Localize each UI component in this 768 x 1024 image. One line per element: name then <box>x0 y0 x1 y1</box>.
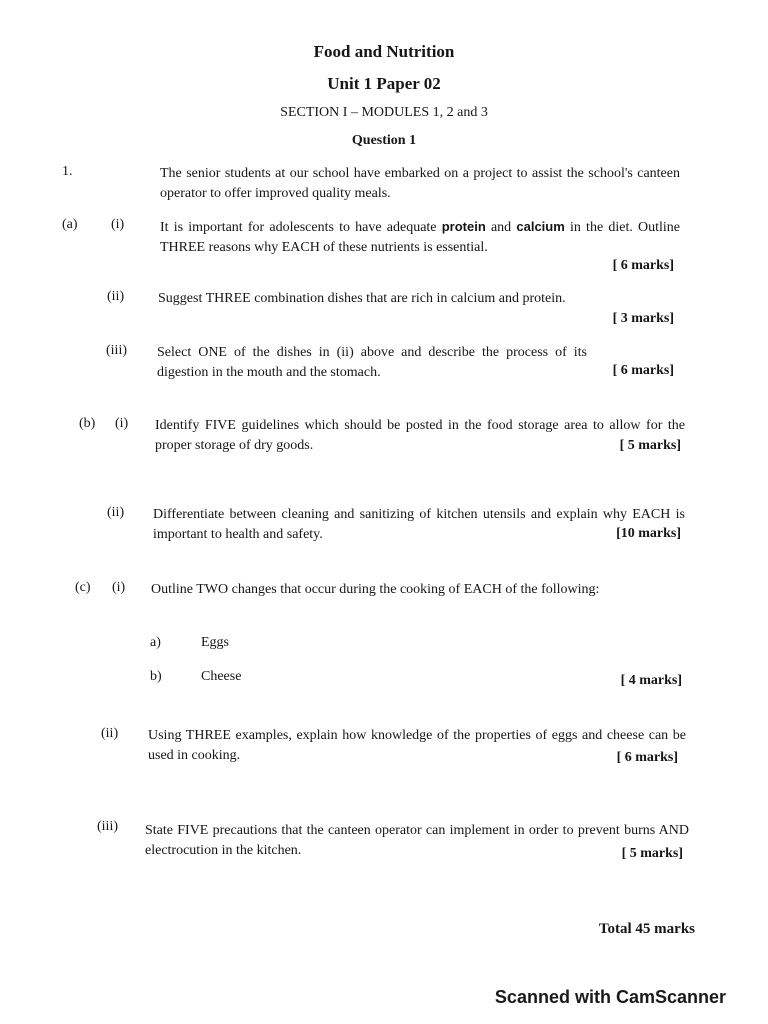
question-intro: The senior students at our school have embarked on a project to assist the school's canteen operator to offer improved quality meals. <box>160 166 680 201</box>
question-number: 1. <box>62 164 73 179</box>
part-c-i-marks: [ 4 marks] <box>620 673 682 688</box>
part-a-ii-text: Suggest THREE combination dishes that are rich in calcium and protein. <box>158 291 566 306</box>
part-a-i-marks: [ 6 marks] <box>612 258 674 273</box>
list-item-label: a) <box>150 635 161 650</box>
part-b-ii-marks: [10 marks] <box>616 526 681 541</box>
section-heading: SECTION I – MODULES 1, 2 and 3 <box>280 105 488 120</box>
part-b-i-marks: [ 5 marks] <box>619 438 681 453</box>
part-c-label: (c) <box>75 580 91 595</box>
part-a-iii-marks: [ 6 marks] <box>612 363 674 378</box>
part-a-i-label: (i) <box>111 217 125 232</box>
part-c-iii-text: State FIVE precautions that the canteen operator can implement in order to prevent burns AND electrocution in the kitchen. <box>145 823 689 858</box>
part-a-i-text: It is important for adolescents to have adequate protein and calcium in the diet. Outline THREE reasons why EACH of these nutrients is essential. <box>160 219 681 255</box>
part-c-ii-label: (ii) <box>101 726 119 741</box>
part-a-iii-text: Select ONE of the dishes in (ii) above and describe the process of its digestion in the mouth and the stomach. <box>157 345 587 380</box>
keyword-calcium: calcium <box>516 219 565 234</box>
list-item-text: Cheese <box>201 669 242 684</box>
paper-title: Unit 1 Paper 02 <box>327 74 441 93</box>
total-marks: Total 45 marks <box>598 921 695 937</box>
part-c-ii-text: Using THREE examples, explain how knowledge of the properties of eggs and cheese can be used in cooking. <box>148 728 686 763</box>
part-b-i-text: Identify FIVE guidelines which should be posted in the food storage area to allow for the proper storage of dry goods. <box>155 418 685 453</box>
part-a-ii-marks: [ 3 marks] <box>612 311 674 326</box>
part-c-iii-label: (iii) <box>97 819 118 834</box>
part-b-i-label: (i) <box>115 416 129 431</box>
camscanner-watermark: Scanned with CamScanner <box>494 987 726 1007</box>
list-item-label: b) <box>150 669 162 684</box>
part-c-i-text: Outline TWO changes that occur during the cooking of EACH of the following: <box>151 582 600 597</box>
part-a-label: (a) <box>62 217 78 232</box>
part-b-ii-text: Differentiate between cleaning and sanitizing of kitchen utensils and explain why EACH is important to health and safety. <box>153 507 685 542</box>
list-item-text: Eggs <box>201 635 229 650</box>
document-title: Food and Nutrition <box>313 42 455 61</box>
part-c-i-label: (i) <box>112 580 126 595</box>
part-a-ii-label: (ii) <box>107 289 125 304</box>
question-heading: Question 1 <box>351 133 417 148</box>
part-c-ii-marks: [ 6 marks] <box>616 750 678 765</box>
part-b-label: (b) <box>79 416 96 431</box>
part-a-iii-label: (iii) <box>106 343 127 358</box>
part-c-iii-marks: [ 5 marks] <box>621 846 683 861</box>
keyword-protein: protein <box>441 219 486 234</box>
part-b-ii-label: (ii) <box>107 505 125 520</box>
